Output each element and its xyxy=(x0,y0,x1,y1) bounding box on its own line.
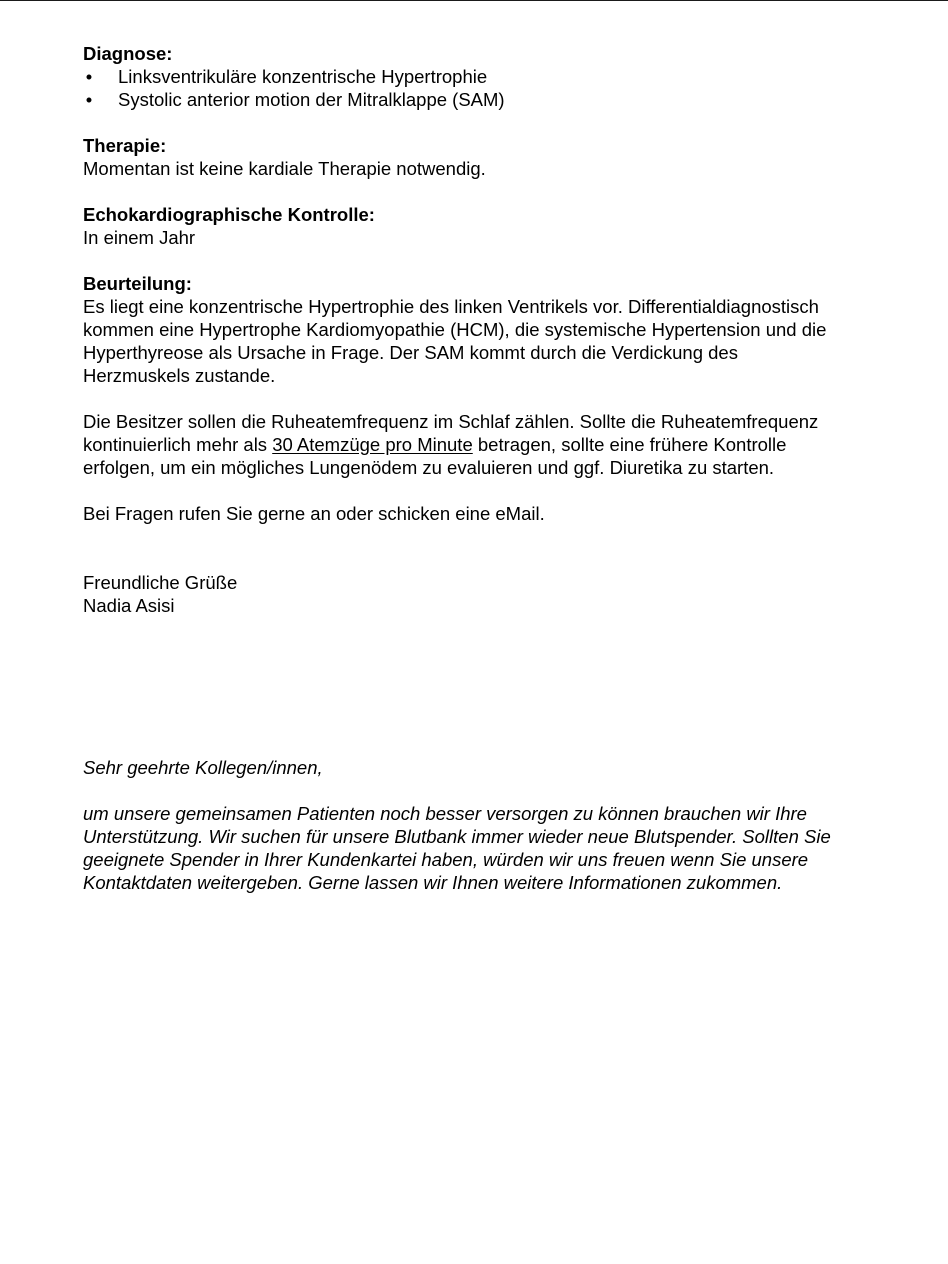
blutspende-notice xyxy=(83,756,913,894)
diagnose-heading: Diagnose: xyxy=(83,43,173,64)
blutspende-line: geeignete Spender in Ihrer Kundenkartei haben, würden wir uns freuen wenn Sie unsere xyxy=(83,849,809,870)
beurteilung-line: Herzmuskels zustande. xyxy=(83,365,276,386)
signature-block xyxy=(83,571,913,617)
diagnose-item-text: Linksventrikuläre konzentrische Hypertrophie xyxy=(118,66,488,87)
blutspende-salutation: Sehr geehrte Kollegen/innen, xyxy=(83,757,323,778)
kontrolle-section xyxy=(83,203,913,249)
list-item xyxy=(83,65,913,88)
diagnose-list xyxy=(83,65,913,111)
therapie-section xyxy=(83,134,913,180)
kontrolle-text: In einem Jahr xyxy=(83,227,196,248)
diagnose-section xyxy=(83,42,913,111)
besitzer-paragraph xyxy=(83,410,913,479)
diagnose-item-text: Systolic anterior motion der Mitralklappe (SAM) xyxy=(118,89,505,110)
besitzer-text: betragen, sollte eine frühere Kontrolle xyxy=(472,434,787,455)
therapie-heading: Therapie: xyxy=(83,135,167,156)
signature-name: Nadia Asisi xyxy=(83,595,175,616)
beurteilung-heading: Beurteilung: xyxy=(83,273,192,294)
fragen-paragraph xyxy=(83,502,913,525)
top-border-line xyxy=(0,0,948,1)
atemzuege-underlined: 30 Atemzüge pro Minute xyxy=(272,434,473,455)
blutspende-line: Unterstützung. Wir suchen für unsere Blutbank immer wieder neue Blutspender. Sollten Sie xyxy=(83,826,831,847)
fragen-text: Bei Fragen rufen Sie gerne an oder schicken eine eMail. xyxy=(83,503,545,524)
kontrolle-heading: Echokardiographische Kontrolle: xyxy=(83,204,375,225)
beurteilung-line: Es liegt eine konzentrische Hypertrophie des linken Ventrikels vor. Differentialdiagnostisch xyxy=(83,296,819,317)
beurteilung-section xyxy=(83,272,913,387)
letter-body xyxy=(83,42,913,894)
beurteilung-line: Hyperthyreose als Ursache in Frage. Der SAM kommt durch die Verdickung des xyxy=(83,342,738,363)
besitzer-line: Die Besitzer sollen die Ruheatemfrequenz im Schlaf zählen. Sollte die Ruheatemfrequenz xyxy=(83,411,819,432)
list-item xyxy=(83,88,913,111)
besitzer-text: kontinuierlich mehr als xyxy=(83,434,273,455)
beurteilung-line: kommen eine Hypertrophe Kardiomyopathie (HCM), die systemische Hypertension und die xyxy=(83,319,827,340)
bullet-icon: • xyxy=(85,89,93,110)
besitzer-line xyxy=(83,433,913,456)
bullet-icon: • xyxy=(85,66,93,87)
closing-greeting: Freundliche Grüße xyxy=(83,572,238,593)
therapie-text: Momentan ist keine kardiale Therapie notwendig. xyxy=(83,158,486,179)
blutspende-line: Kontaktdaten weitergeben. Gerne lassen wir Ihnen weitere Informationen zukommen. xyxy=(83,872,783,893)
blutspende-line: um unsere gemeinsamen Patienten noch besser versorgen zu können brauchen wir Ihre xyxy=(83,803,807,824)
besitzer-line: erfolgen, um ein mögliches Lungenödem zu evaluieren und ggf. Diuretika zu starten. xyxy=(83,457,775,478)
